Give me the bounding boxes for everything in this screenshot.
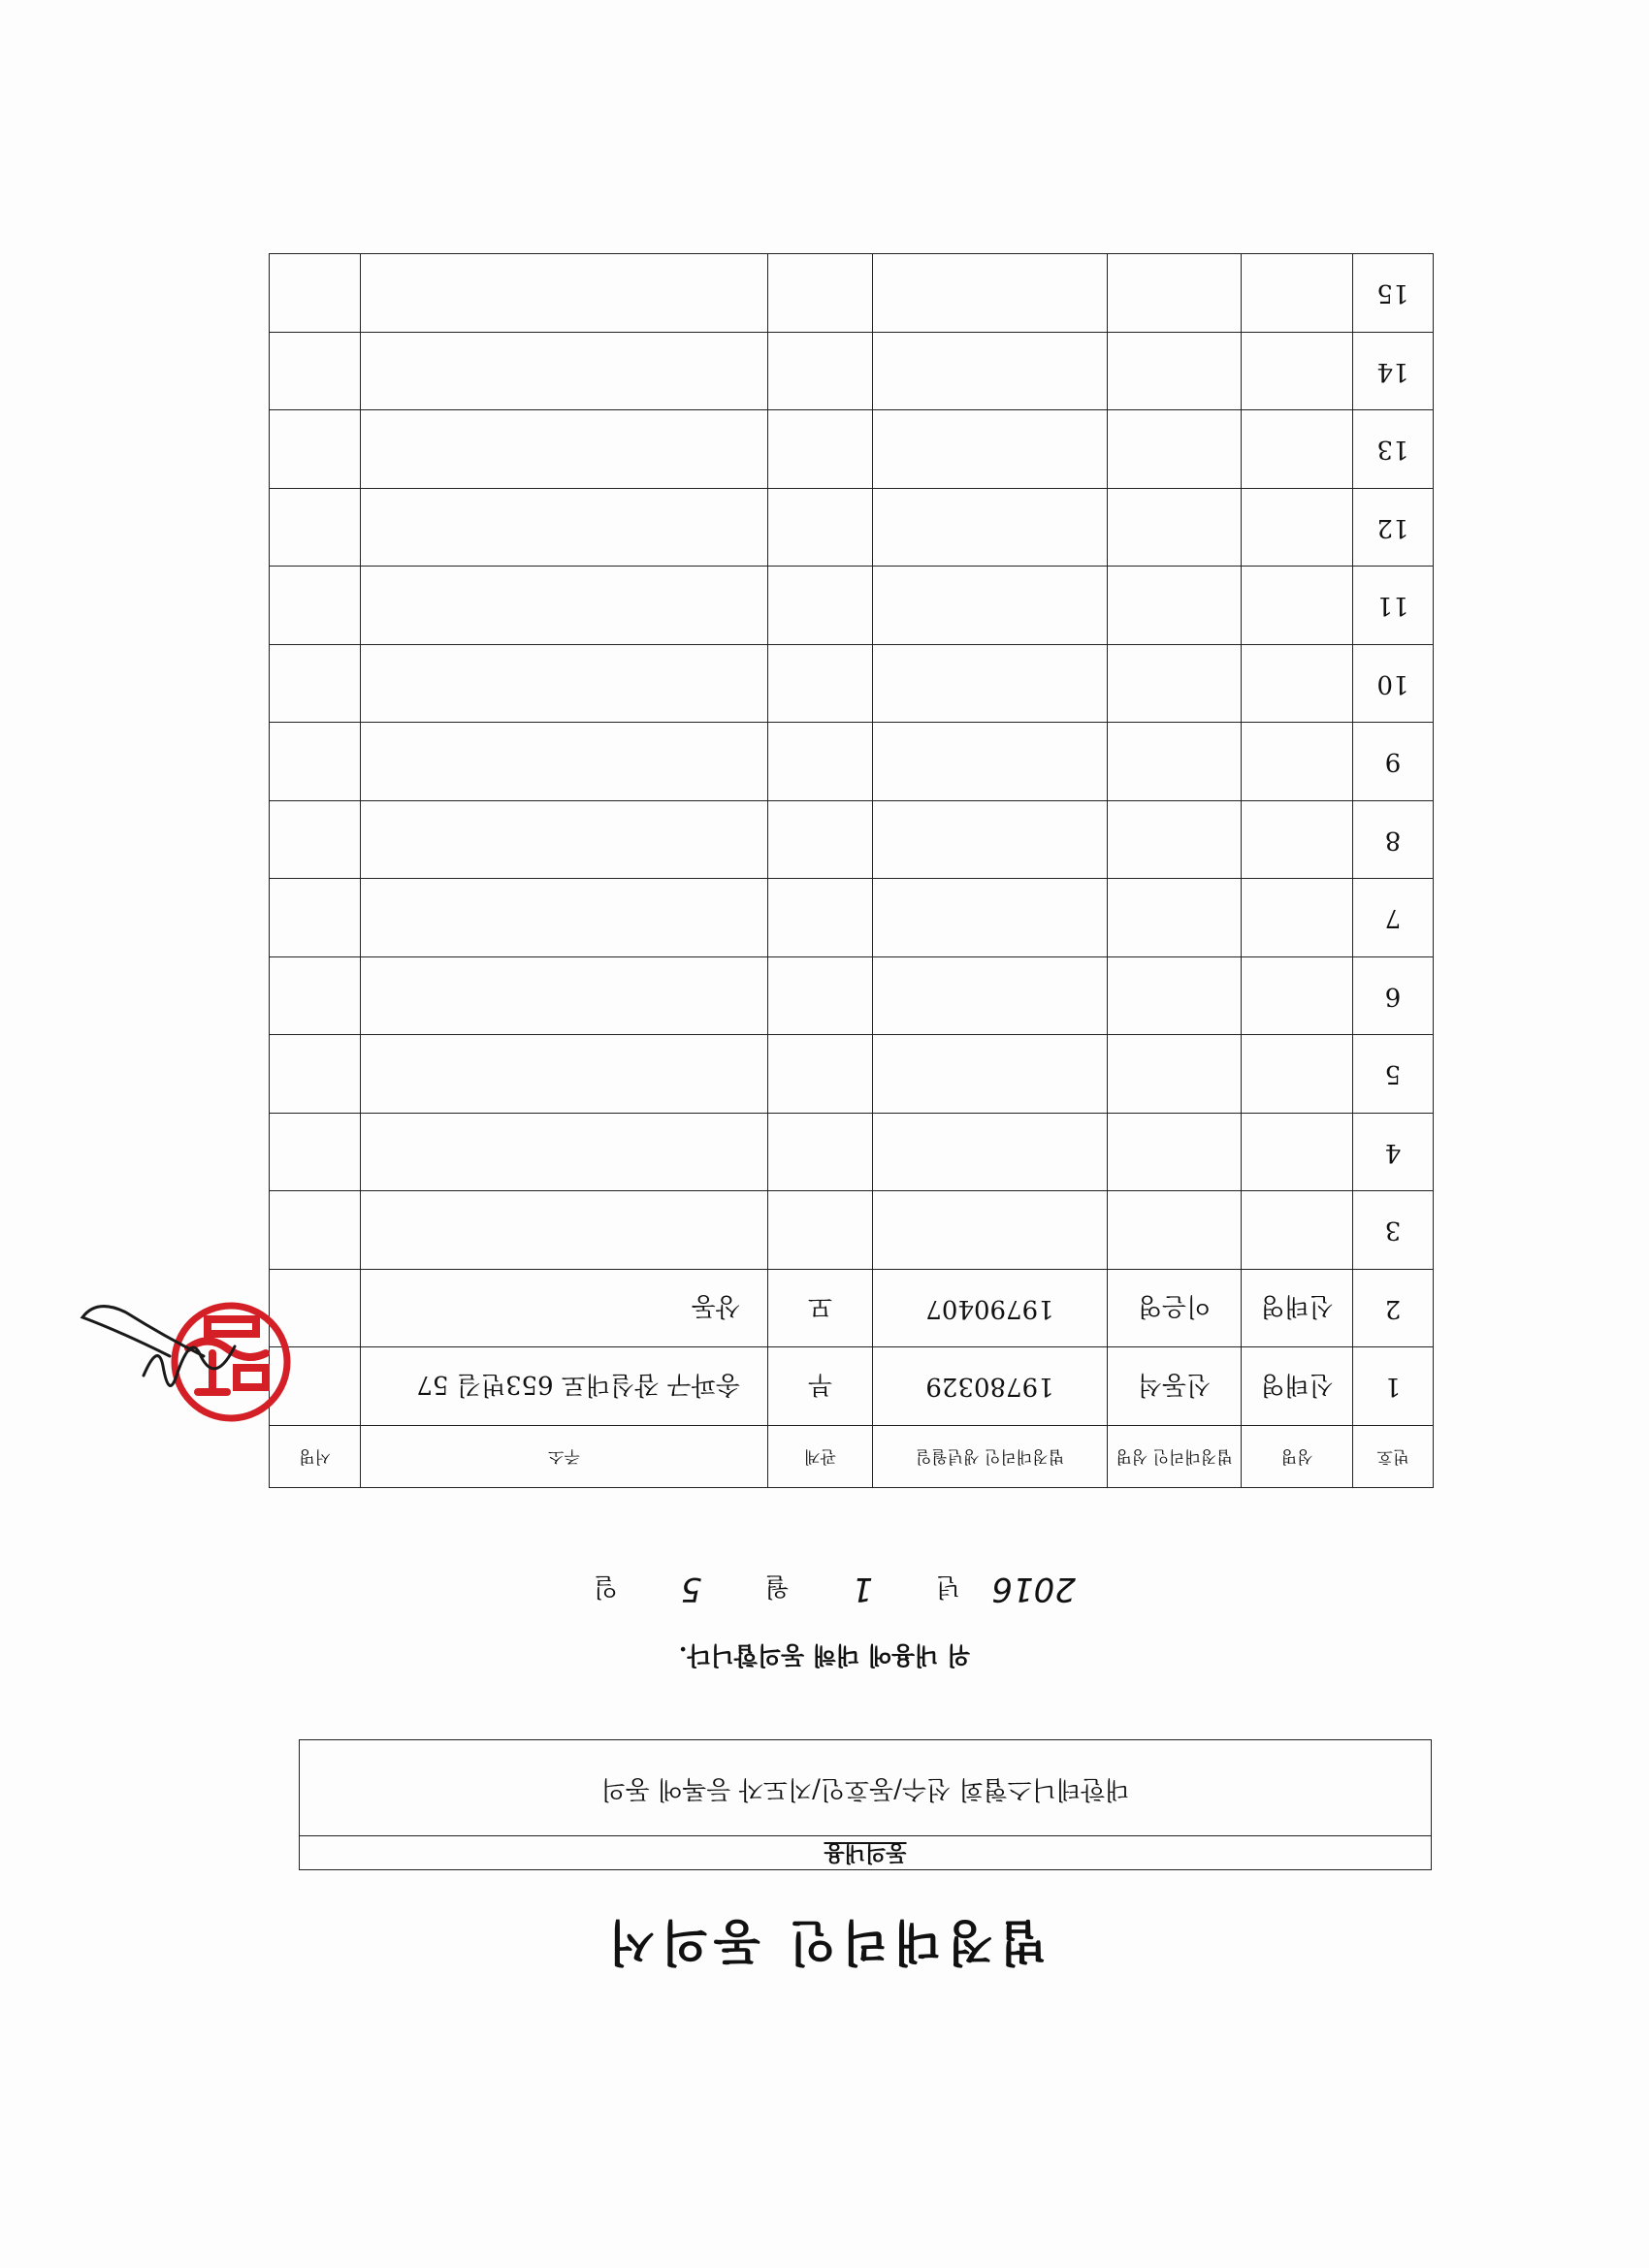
cell-guardian-birthdate	[873, 957, 1108, 1036]
cell-address	[361, 333, 768, 411]
cell-relation	[768, 254, 873, 333]
table-row	[270, 1191, 1434, 1270]
cell-signature	[270, 254, 361, 333]
header-signature: 서명	[270, 1426, 361, 1488]
cell-signature	[270, 1114, 361, 1192]
table-row	[270, 254, 1434, 333]
cell-address	[361, 1191, 768, 1270]
cell-name: 신태영	[1242, 1270, 1353, 1348]
cell-number: 2	[1353, 1270, 1434, 1348]
table-row	[270, 879, 1434, 957]
cell-address	[361, 801, 768, 880]
cell-guardian-birthdate	[873, 333, 1108, 411]
cell-name	[1242, 410, 1353, 489]
cell-address: 상동	[361, 1270, 768, 1348]
cell-guardian-birthdate	[873, 723, 1108, 801]
cell-signature	[270, 1035, 361, 1114]
header-address: 주소	[361, 1426, 768, 1488]
cell-relation	[768, 879, 873, 957]
cell-guardian-birthdate	[873, 645, 1108, 724]
cell-guardian-name	[1108, 1035, 1242, 1114]
handwritten-signature	[78, 1298, 242, 1414]
cell-name	[1242, 333, 1353, 411]
table-row	[270, 1114, 1434, 1192]
cell-address	[361, 645, 768, 724]
cell-address: 송파구 잠실대로 653번길 57	[361, 1347, 768, 1426]
cell-address	[361, 1035, 768, 1114]
cell-guardian-birthdate	[873, 1191, 1108, 1270]
cell-number: 7	[1353, 879, 1434, 957]
cell-number: 8	[1353, 801, 1434, 880]
header-guardian-name: 법정대리인 성명	[1108, 1426, 1242, 1488]
date-day: 5	[680, 1570, 702, 1608]
cell-guardian-birthdate	[873, 1114, 1108, 1192]
table-row	[270, 567, 1434, 645]
cell-guardian-name	[1108, 645, 1242, 724]
cell-name	[1242, 1114, 1353, 1192]
cell-guardian-name	[1108, 567, 1242, 645]
cell-address	[361, 254, 768, 333]
cell-number: 3	[1353, 1191, 1434, 1270]
cell-signature	[270, 489, 361, 567]
date-line	[0, 1570, 1649, 1608]
date-month: 1	[852, 1570, 873, 1608]
table-header-row	[270, 1426, 1434, 1488]
table-body	[270, 254, 1434, 1426]
cell-address	[361, 723, 768, 801]
table-row	[270, 957, 1434, 1036]
cell-address	[361, 489, 768, 567]
cell-name	[1242, 567, 1353, 645]
cell-relation	[768, 1114, 873, 1192]
cell-guardian-birthdate	[873, 254, 1108, 333]
cell-relation	[768, 1191, 873, 1270]
cell-number: 15	[1353, 254, 1434, 333]
cell-guardian-birthdate	[873, 410, 1108, 489]
cell-relation	[768, 1035, 873, 1114]
cell-relation	[768, 723, 873, 801]
cell-number: 5	[1353, 1035, 1434, 1114]
cell-name	[1242, 1191, 1353, 1270]
cell-guardian-name	[1108, 333, 1242, 411]
cell-name	[1242, 645, 1353, 724]
cell-relation	[768, 410, 873, 489]
consent-body: 대한테니스협회 선수/동호인/지도자 등록에 동의	[600, 1774, 1130, 1803]
date-year: 2016	[991, 1570, 1076, 1608]
table-row	[270, 801, 1434, 880]
cell-signature	[270, 801, 361, 880]
cell-name	[1242, 1035, 1353, 1114]
cell-guardian-name	[1108, 879, 1242, 957]
cell-number: 6	[1353, 957, 1434, 1036]
cell-name	[1242, 254, 1353, 333]
cell-signature	[270, 567, 361, 645]
date-month-unit: 월	[764, 1571, 790, 1601]
table-row	[270, 723, 1434, 801]
header-relation: 관계	[768, 1426, 873, 1488]
table-row	[270, 489, 1434, 567]
cell-signature	[270, 645, 361, 724]
cell-relation	[768, 489, 873, 567]
cell-number: 4	[1353, 1114, 1434, 1192]
cell-name: 신태영	[1242, 1347, 1353, 1426]
cell-signature	[270, 410, 361, 489]
cell-guardian-name	[1108, 1114, 1242, 1192]
cell-guardian-name	[1108, 957, 1242, 1036]
cell-guardian-name	[1108, 723, 1242, 801]
cell-guardian-birthdate	[873, 567, 1108, 645]
cell-relation	[768, 333, 873, 411]
header-name: 성명	[1242, 1426, 1353, 1488]
consent-box	[299, 1739, 1432, 1870]
cell-guardian-name	[1108, 254, 1242, 333]
consent-header: 동의내용	[300, 1835, 1431, 1869]
table-row	[270, 333, 1434, 411]
cell-signature	[270, 879, 361, 957]
cell-name	[1242, 957, 1353, 1036]
document-title: 법정대리인 동의서	[602, 1914, 1047, 1971]
cell-relation	[768, 957, 873, 1036]
cell-number: 12	[1353, 489, 1434, 567]
cell-name	[1242, 723, 1353, 801]
cell-relation: 부	[768, 1347, 873, 1426]
cell-signature	[270, 1191, 361, 1270]
date-day-unit: 일	[593, 1571, 618, 1601]
header-number: 번호	[1353, 1426, 1434, 1488]
header-guardian-birthdate: 법정대리인 생년월일	[873, 1426, 1108, 1488]
cell-relation	[768, 801, 873, 880]
cell-number: 10	[1353, 645, 1434, 724]
cell-address	[361, 410, 768, 489]
cell-guardian-birthdate	[873, 489, 1108, 567]
guardian-table	[269, 254, 1434, 1489]
cell-guardian-birthdate	[873, 879, 1108, 957]
cell-number: 13	[1353, 410, 1434, 489]
cell-address	[361, 567, 768, 645]
cell-signature	[270, 723, 361, 801]
cell-guardian-name: 이은영	[1108, 1270, 1242, 1348]
cell-signature	[270, 333, 361, 411]
cell-guardian-birthdate	[873, 1035, 1108, 1114]
cell-number: 14	[1353, 333, 1434, 411]
date-year-unit: 년	[935, 1571, 960, 1601]
table-row	[270, 410, 1434, 489]
table-row	[270, 1270, 1434, 1348]
table-row	[270, 645, 1434, 724]
cell-guardian-name	[1108, 801, 1242, 880]
cell-address	[361, 879, 768, 957]
cell-number: 11	[1353, 567, 1434, 645]
cell-guardian-birthdate: 19790407	[873, 1270, 1108, 1348]
cell-relation: 모	[768, 1270, 873, 1348]
cell-number: 1	[1353, 1347, 1434, 1426]
cell-signature	[270, 957, 361, 1036]
cell-guardian-name: 신동석	[1108, 1347, 1242, 1426]
table-row	[270, 1035, 1434, 1114]
cell-guardian-birthdate: 19780329	[873, 1347, 1108, 1426]
cell-name	[1242, 879, 1353, 957]
cell-relation	[768, 645, 873, 724]
cell-guardian-name	[1108, 1191, 1242, 1270]
cell-guardian-birthdate	[873, 801, 1108, 880]
cell-address	[361, 1114, 768, 1192]
cell-name	[1242, 489, 1353, 567]
cell-relation	[768, 567, 873, 645]
cell-address	[361, 957, 768, 1036]
cell-guardian-name	[1108, 489, 1242, 567]
agreement-statement: 위 내용에 대해 동의합니다.	[678, 1641, 971, 1669]
cell-name	[1242, 801, 1353, 880]
cell-number: 9	[1353, 723, 1434, 801]
cell-guardian-name	[1108, 410, 1242, 489]
table-row	[270, 1347, 1434, 1426]
